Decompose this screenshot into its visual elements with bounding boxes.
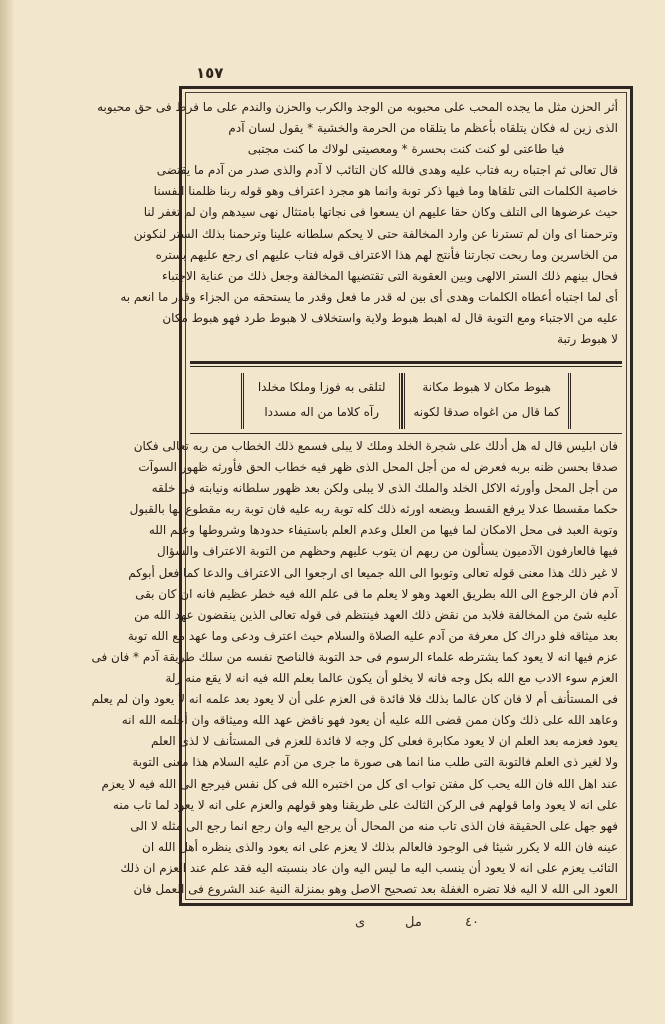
text-line: ولا لغير ذى العلم فالتوبة التى طلب منا انما هى صورة ما جرى من آدم عليه السلام هذا معنى التوبة [132, 755, 618, 770]
text-line: لا غير ذلك هذا معنى قوله تعالى وتوبوا الى الله جميعا اى ارجعوا الى الاعتراف والدعا كما فعل أبوكم [128, 565, 618, 580]
verse-box [241, 373, 571, 431]
text-line: وعاهد الله على ذلك وكان ممن قضى الله عليه أن يعود فهو ناقض عهد الله وميثاقه وان أعلمه الله انه [121, 713, 618, 728]
signature-mark: ٤٠ [465, 915, 479, 930]
text-line: وترحمنا اى وان لم تسترنا عن وارد المخالفة حتى لا يحكم سلطانه علينا وترحمنا بذلك الستر لنكونن [133, 226, 618, 241]
page-binding-edge [0, 0, 14, 1024]
verse-right [402, 373, 571, 429]
text-line: فان ابليس قال له هل أدلك على شجرة الخلد وملك لا يبلى فسمع ذلك الخطاب من ربه تعالى فكان [133, 439, 618, 453]
text-line: من الخاسرين وما ربحت تجارتنا فأنتج لهم هذا الاعتراف قوله فتاب عليهم اى رجع عليهم بستره [155, 247, 618, 262]
text-line: بعد ميثاقه فلو دراك كل معرفة من آدم عليه الصلاة والسلام حيث اعترف ودعى وما عهد مع الله توبة [127, 628, 618, 643]
text-line: عينه فان الله لا يكرر شيئا فى الوجود فالعالم بذلك لا يعزم على انه يعود والذى ينظره أهل الله ان [142, 839, 618, 854]
text-line: فيها فالعارفون الآدميون يسألون من ربهم ان يتوب عليهم وحظهم من التوبة الاعتراف والسؤال [156, 544, 618, 559]
text-line: الذى زين له فكان يتلقاه بأعظم ما يتلقاه من الحرمة والخشية * يقول لسان آدم [228, 121, 618, 136]
text-line: عند اهل الله فان الله يحب كل مفتن تواب اى كل من اختبره الله فى كل نفس فيرجع الى الله فيه لا يعزم [101, 776, 618, 791]
text-line: أثر الحزن مثل ما يجده المحب على محبوبه من الوجد والكرب والحزن والندم على ما فرط فى حق محبوبه [97, 100, 618, 114]
verse-line: كما قال من اغواه صدقا لكونه [413, 405, 560, 419]
text-line: حيث عرضوها الى التلف وكان حقا عليهم ان يسعوا فى نجاتها بامتثال نهى سيدهم وان لم تغفر لنا [143, 205, 618, 220]
text-line: لا هبوط رتبة [557, 332, 618, 347]
sheet-mark: ى [355, 915, 366, 930]
text-frame-inner [91, 92, 627, 900]
text-line: على انه لا يعود واما قولهم فى الركن الثالث على طريقنا وهو قولهم والعزم على انه لا يعود لما تاب منه [112, 797, 618, 812]
section-divider [190, 361, 622, 364]
text-line: العزم سوء الادب مع الله بكل وجه فانه لا يخلو أن يكون عالما بعلم الله فيه انه لا يقع منه زلة [165, 671, 618, 686]
text-line: يعود فعزمه بعد العلم ان لا يعود مكابرة فعلى كل وجه لا فائدة للعزم فى المستأنف لا لذى العلم [150, 734, 618, 749]
text-line: فحال بينهم ذلك الستر الالهى وبين العقوبة التى تقتضيها المخالفة وجعل ذلك من عناية الاجتباء [162, 268, 618, 283]
verse-line: رآه كلاما من اله مسددا [264, 405, 380, 419]
section-divider-thin [190, 366, 622, 367]
catchword: مل [405, 915, 422, 930]
text-line: فى المستأنف أم لا فان كان عالما بذلك فلا فائدة فى العزم على أن لا يعود بعد علمه انه لا يعود وان لم يعلم [91, 692, 618, 707]
text-line: عليه شئ من المخالفة فلابد من نقض ذلك العهد فينتظم فى قوله تعالى الذين ينقضون عهد الله من [134, 607, 618, 622]
text-line: خاصية الكلمات التى تلقاها وما فيها ذكر توبة وانما هو مجرد اعتراف وهو قوله ربنا ظلمنا انفسنا [153, 184, 618, 199]
text-line: وتوبة العبد فى محل الامكان لما فيها من العلل وعدم العلم باستيفاء حدودها وشروطها وعلم الله [148, 523, 618, 538]
section-divider-thin [190, 433, 622, 434]
verse-line: هبوط مكان لا هبوط مكانة [422, 380, 551, 394]
text-line: صدقا بحسن ظنه بربه فعرض له من أجل المحل الذى ظهر فيه خطاب الحق فأورثه ظهور السوآت [138, 460, 618, 475]
text-line: أى لما اجتباه أعطاه الكلمات وهدى أى بين له قدر ما فعل وقدر ما يستحقه من الجزاء وقدر ما انعم به [120, 289, 618, 304]
text-line: فيا طاعتى لو كنت كنت بحسرة * ومعصيتى لولاك ما كنت مجتبى [247, 142, 565, 157]
text-block-lower [91, 436, 618, 900]
text-block-upper [97, 97, 618, 350]
text-line: عليه من الاجتباء ومع التوبة قال له اهبط هبوط ولاية واستخلاف لا هبوط طرد فهو هبوط مكان [162, 310, 618, 325]
text-line: قال تعالى ثم اجتباه ربه فتاب عليه وهدى فالله كان التائب لا آدم والذى صدر من آدم ما يقتضى [156, 163, 618, 178]
text-line: فهو جهل على الحقيقة فان الذى تاب منه من المحال أن يرجع اليه وان رجع انما رجع الى مثله لا الى [130, 818, 618, 833]
verse-line: لتلقى به فوزا وملكا مخلدا [257, 380, 386, 394]
text-line: آدم فان الرجوع الى الله بطريق العهد وهو لا يعلم ما فى علم الله فيه خطر عظيم فانه ان كان بقى [135, 586, 618, 601]
text-line: عزم فيها انه لا يعود كما يشترطه علماء الرسوم فى حد التوبة فالناصح نفسه من سلك طريقة آدم * فان فى [91, 649, 618, 664]
text-line: التائب يعزم على انه لا يعود أن ينسب اليه ما ليس اليه وان عاد بنسبته اليه فقد علم عند العزم ان ذلك [120, 860, 618, 875]
text-line: العود الى الله لا اليه فلا تضره الغفلة بعد تصحيح الاصل وهو بمنزلة النية عند الشروع فى العمل فان [133, 881, 618, 896]
page-number: ١٥٧ [196, 64, 224, 82]
text-line: حكما مقسطا عدلا يرفع القسط ويضعه اورثه ذلك كله توبة ربه عليه فان توبة ربه مقطوع لها بالقبول [129, 502, 618, 517]
verse-left [241, 373, 402, 429]
text-line: من أجل المحل وأورثه الاكل الخلد والملك الذى لا يبلى ولكن بعد ظهور سلطانه ونيابته فى خلقه [151, 481, 618, 496]
text-frame [91, 86, 633, 906]
